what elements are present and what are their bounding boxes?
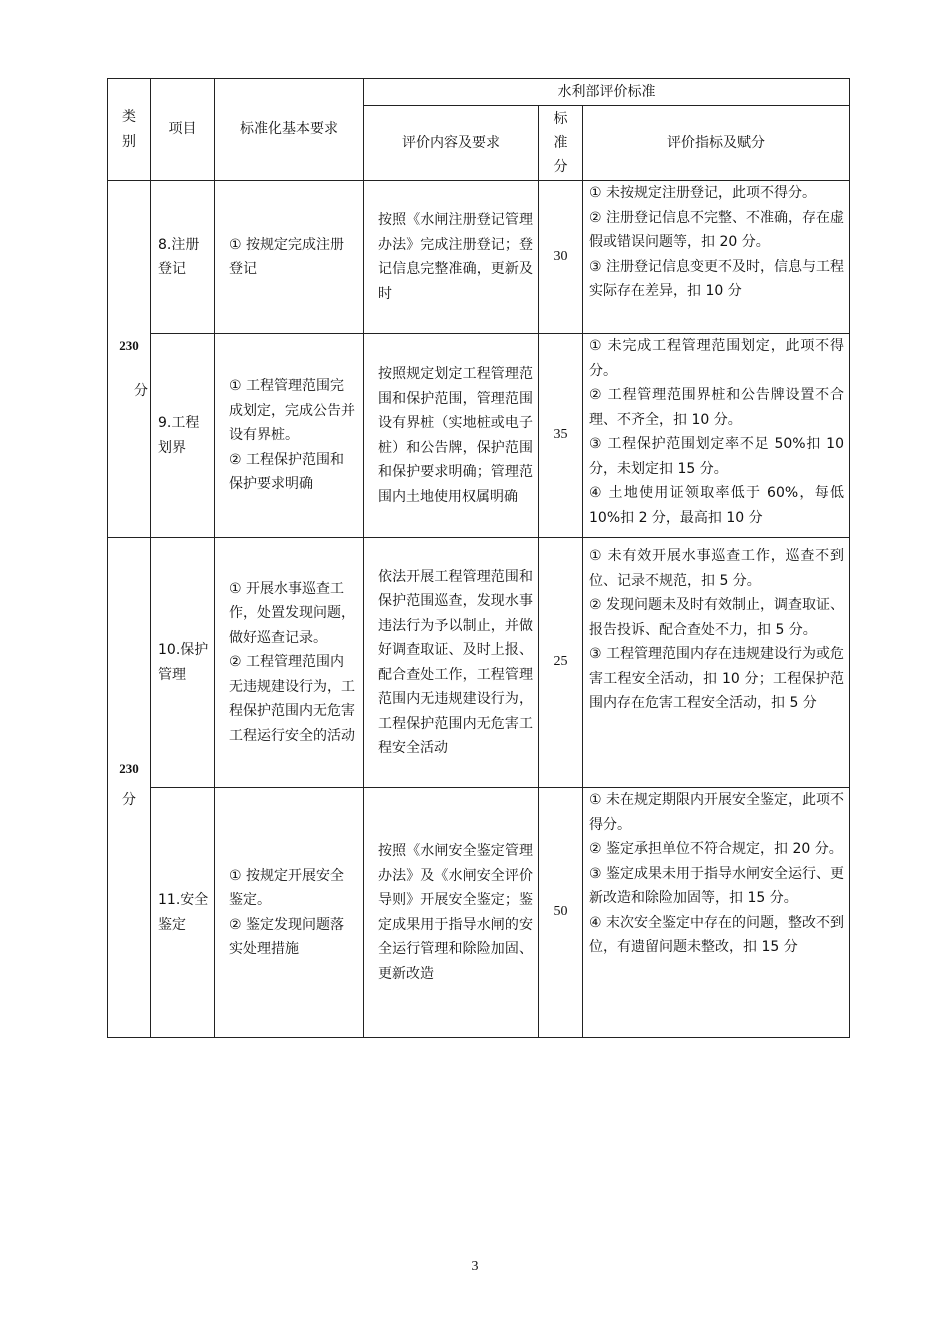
item-cell: 9.工程划界 xyxy=(151,334,215,538)
requirement-cell xyxy=(215,181,364,334)
criteria-line: ① 未有效开展水事巡查工作，巡查不到位、记录不规范，扣 5 分。 xyxy=(589,548,844,589)
content-cell: 按照《水闸安全鉴定管理办法》及《水闸安全评价导则》开展安全鉴定；鉴定成果用于指导水闸的安全运行管理和除险加固、更新改造 xyxy=(364,788,539,1038)
content-cell: 按照规定划定工程管理范围和保护范围，管理范围设有界桩（实地桩或电子桩）和公告牌，保护范围和保护要求明确；管理范围内土地使用权属明确 xyxy=(364,334,539,538)
header-standard-score-text: 标准分 xyxy=(553,110,568,175)
header-category xyxy=(108,79,151,181)
requirement-cell xyxy=(215,538,364,788)
table-row xyxy=(108,181,850,334)
requirement-cell xyxy=(215,788,364,1038)
criteria-line: ① 未按规定注册登记，此项不得分。 xyxy=(589,185,817,201)
header-basic-requirement: 标准化基本要求 xyxy=(215,79,364,181)
page-number: 3 xyxy=(471,1259,479,1274)
score-cell: 30 xyxy=(539,181,583,334)
criteria-line: ④ 土地使用证领取率低于 60%，每低 10%扣 2 分，最高扣 10 分 xyxy=(589,485,844,526)
item-cell: 11.安全鉴定 xyxy=(151,788,215,1038)
header-criteria: 评价指标及赋分 xyxy=(583,106,850,181)
requirement-line: ① 按规定完成注册登记 xyxy=(229,236,345,277)
requirement-line: ② 鉴定发现问题落实处理措施 xyxy=(229,916,345,957)
criteria-cell xyxy=(583,788,850,1038)
score-cell: 50 xyxy=(539,788,583,1038)
header-content-requirement: 评价内容及要求 xyxy=(364,106,539,181)
header-standard-score xyxy=(539,106,583,181)
score-cell: 35 xyxy=(539,334,583,538)
requirement-cell xyxy=(215,334,364,538)
score-cell: 25 xyxy=(539,538,583,788)
criteria-line: ② 工程管理范围界桩和公告牌设置不合理、不齐全，扣 10 分。 xyxy=(589,387,844,428)
header-item: 项目 xyxy=(151,79,215,181)
criteria-line: ② 鉴定承担单位不符合规定，扣 20 分。 xyxy=(589,841,843,857)
header-ministry-standard: 水利部评价标准 xyxy=(364,79,850,106)
criteria-line: ④ 末次安全鉴定中存在的问题，整改不到位，有遗留问题未整改，扣 15 分 xyxy=(589,914,844,955)
requirement-line: ① 按规定开展安全鉴定。 xyxy=(229,867,345,908)
criteria-cell xyxy=(583,538,850,788)
requirement-line: ① 开展水事巡查工作，处置发现问题，做好巡查记录。 xyxy=(229,580,355,646)
table-row xyxy=(108,788,850,1038)
content-cell: 依法开展工程管理范围和保护范围巡查，发现水事违法行为予以制止，并做好调查取证、及时上报、配合查处工作，工程管理范围内无违规建设行为，工程保护范围内无危害工程安全活动 xyxy=(364,538,539,788)
requirement-line: ② 工程保护范围和保护要求明确 xyxy=(229,451,345,493)
criteria-line: ③ 工程管理范围内存在违规建设行为或危害工程安全活动，扣 10 分；工程保护范围内存在危害工程安全活动，扣 5 分 xyxy=(589,646,844,711)
content-cell: 按照《水闸注册登记管理办法》完成注册登记；登记信息完整准确，更新及时 xyxy=(364,181,539,334)
criteria-line: ③ 注册登记信息变更不及时，信息与工程实际存在差异，扣 10 分 xyxy=(589,258,844,299)
item-cell: 10.保护管理 xyxy=(151,538,215,788)
header-category-text: 类别 xyxy=(122,108,136,150)
requirement-line: ① 工程管理范围完成划定，完成公告并设有界桩。 xyxy=(229,378,355,444)
criteria-line: ② 发现问题未及时有效制止，调查取证、报告投诉、配合查处不力，扣 5 分。 xyxy=(589,597,844,638)
criteria-line: ③ 鉴定成果未用于指导水闸安全运行、更新改造和除险加固等，扣 15 分。 xyxy=(589,865,844,906)
evaluation-table xyxy=(107,78,850,1038)
criteria-line: ③ 工程保护范围划定率不足 50%扣 10 分，未划定扣 15 分。 xyxy=(589,436,844,477)
item-cell: 8.注册登记 xyxy=(151,181,215,334)
table-row xyxy=(108,538,850,788)
criteria-cell xyxy=(583,181,850,334)
criteria-line: ② 注册登记信息不完整、不准确，存在虚假或错误问题等，扣 20 分。 xyxy=(589,209,844,250)
criteria-line: ① 未在规定期限内开展安全鉴定，此项不得分。 xyxy=(589,792,844,833)
criteria-line: ① 未完成工程管理范围划定，此项不得分。 xyxy=(589,338,844,379)
category-score-1: 230 xyxy=(119,338,139,353)
requirement-line: ② 工程管理范围内无违规建设行为，工程保护范围内无危害工程运行安全的活动 xyxy=(229,654,355,744)
category-score-2: 230 xyxy=(119,761,139,777)
category-unit-2: 分 xyxy=(122,792,136,809)
criteria-cell xyxy=(583,334,850,538)
category-unit-1: 分 xyxy=(134,383,148,399)
category-cell-1 xyxy=(108,181,151,538)
table-row xyxy=(108,334,850,538)
category-cell-2 xyxy=(108,538,151,1038)
